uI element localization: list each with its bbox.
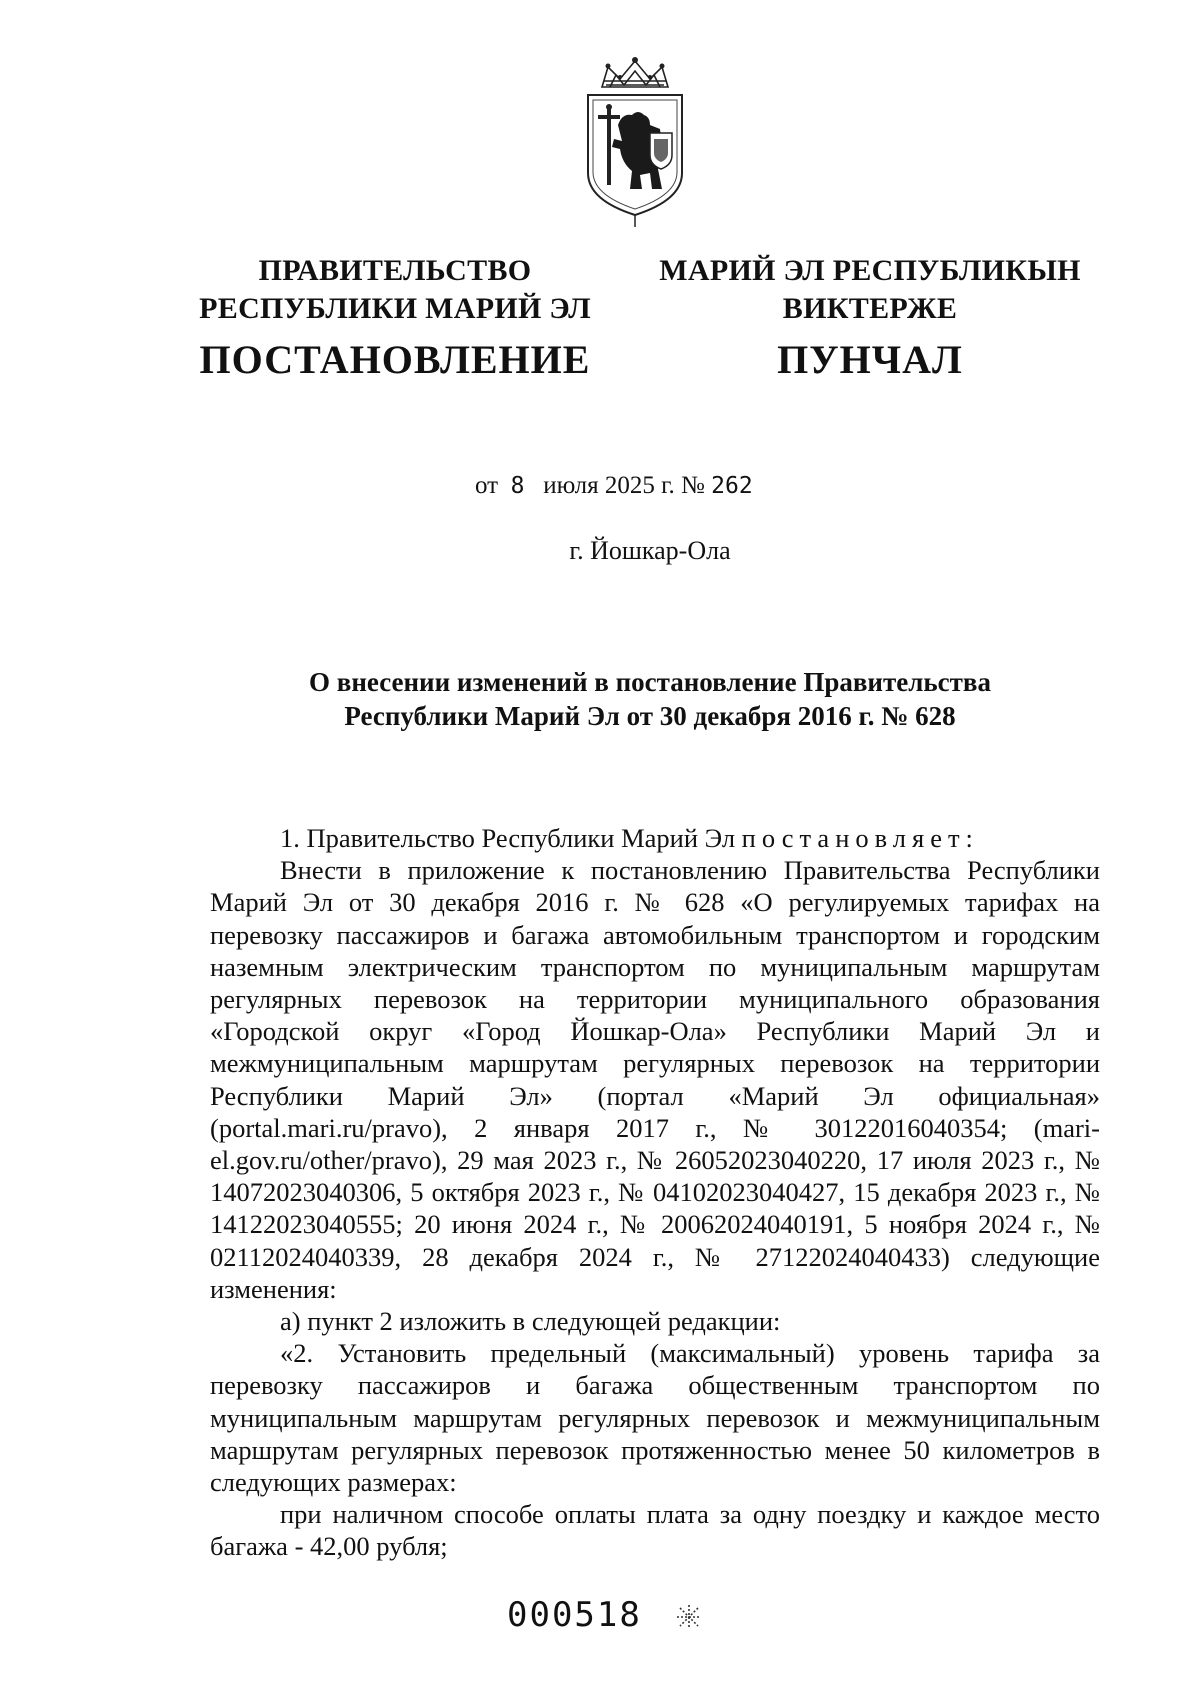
org-name-mari-line2: ВИКТЕРЖЕ	[782, 292, 958, 325]
doc-type-mari: ПУНЧАЛ	[777, 337, 963, 382]
org-name-ru-line1: ПРАВИТЕЛЬСТВО	[258, 254, 532, 287]
date-month-year: июля 2025 г. №	[543, 472, 705, 499]
paragraph-2: Внести в приложение к постановлению Правительства Республики Марий Эл от 30 декабря 2016 г. № 628 «О регулируемых тарифах на перевозку пассажиров и багажа автомобильным транспортом и городским наземным электрическим транспортом по муниципальным маршрутам регулярных перевозок на территории муниципального образования «Городской округ «Город Йошкар-Ола» Республики Марий Эл и межмуниципальным маршрутам регулярных перевозок на территории Республики Марий Эл» (портал «Марий Эл официальная» (portal.mari.ru/pravo), 2 января 2017 г., № 30122016040354; (mari-el.gov.ru/other/pravo), 29 мая 2023 г., № 26052023040220, 17 июля 2023 г., № 14072023040306, 5 октября 2023 г., № 04102023040427, 15 декабря 2023 г., № 14122023040555; 20 июня 2024 г., № 20062024040191, 5 ноября 2024 г., № 02112024040339, 28 декабря 2024 г., № 27122024040433) следующие изменения:	[210, 855, 1100, 1304]
org-name-ru-line2: РЕСПУБЛИКИ МАРИЙ ЭЛ	[199, 292, 591, 325]
paragraph-4: «2. Установить предельный (максимальный) уровень тарифа за перевозку пассажиров и багажа общественным транспортом по муниципальным маршрутам регулярных перевозок и межмуниципальным маршрутам регулярных перевозок протяженностью менее 50 километров в следующих размерах:	[210, 1338, 1100, 1498]
document-date-line	[475, 470, 753, 502]
coat-of-arms-emblem	[580, 55, 690, 230]
title-line2: Республики Марий Эл от 30 декабря 2016 г. № 628	[344, 701, 956, 731]
title-line1: О внесении изменений в постановление Правительства	[309, 667, 991, 697]
org-name-mari-line1: МАРИЙ ЭЛ РЕСПУБЛИКЫН	[659, 254, 1081, 287]
resolves-word: постановляет:	[741, 823, 979, 853]
document-title	[200, 665, 1100, 733]
paragraph-1	[210, 822, 1100, 854]
paragraph-5: при наличном способе оплаты плата за одну поездку и каждое место багажа - 42,00 рубля;	[210, 1499, 1100, 1562]
form-serial-number: 000518	[507, 1595, 642, 1635]
city-name: г. Йошкар-Ола	[569, 536, 731, 565]
paragraph-3: а) пункт 2 изложить в следующей редакции:	[280, 1306, 781, 1337]
date-day: 8	[510, 473, 525, 499]
document-body	[210, 822, 1100, 1563]
date-prefix: от	[475, 472, 499, 499]
paragraph-1-prefix: 1. Правительство Республики Марий Эл	[280, 823, 736, 853]
document-number: 262	[711, 473, 753, 499]
asterisk-mark-icon	[676, 1604, 702, 1630]
doc-type-ru: ПОСТАНОВЛЕНИЕ	[199, 337, 591, 382]
